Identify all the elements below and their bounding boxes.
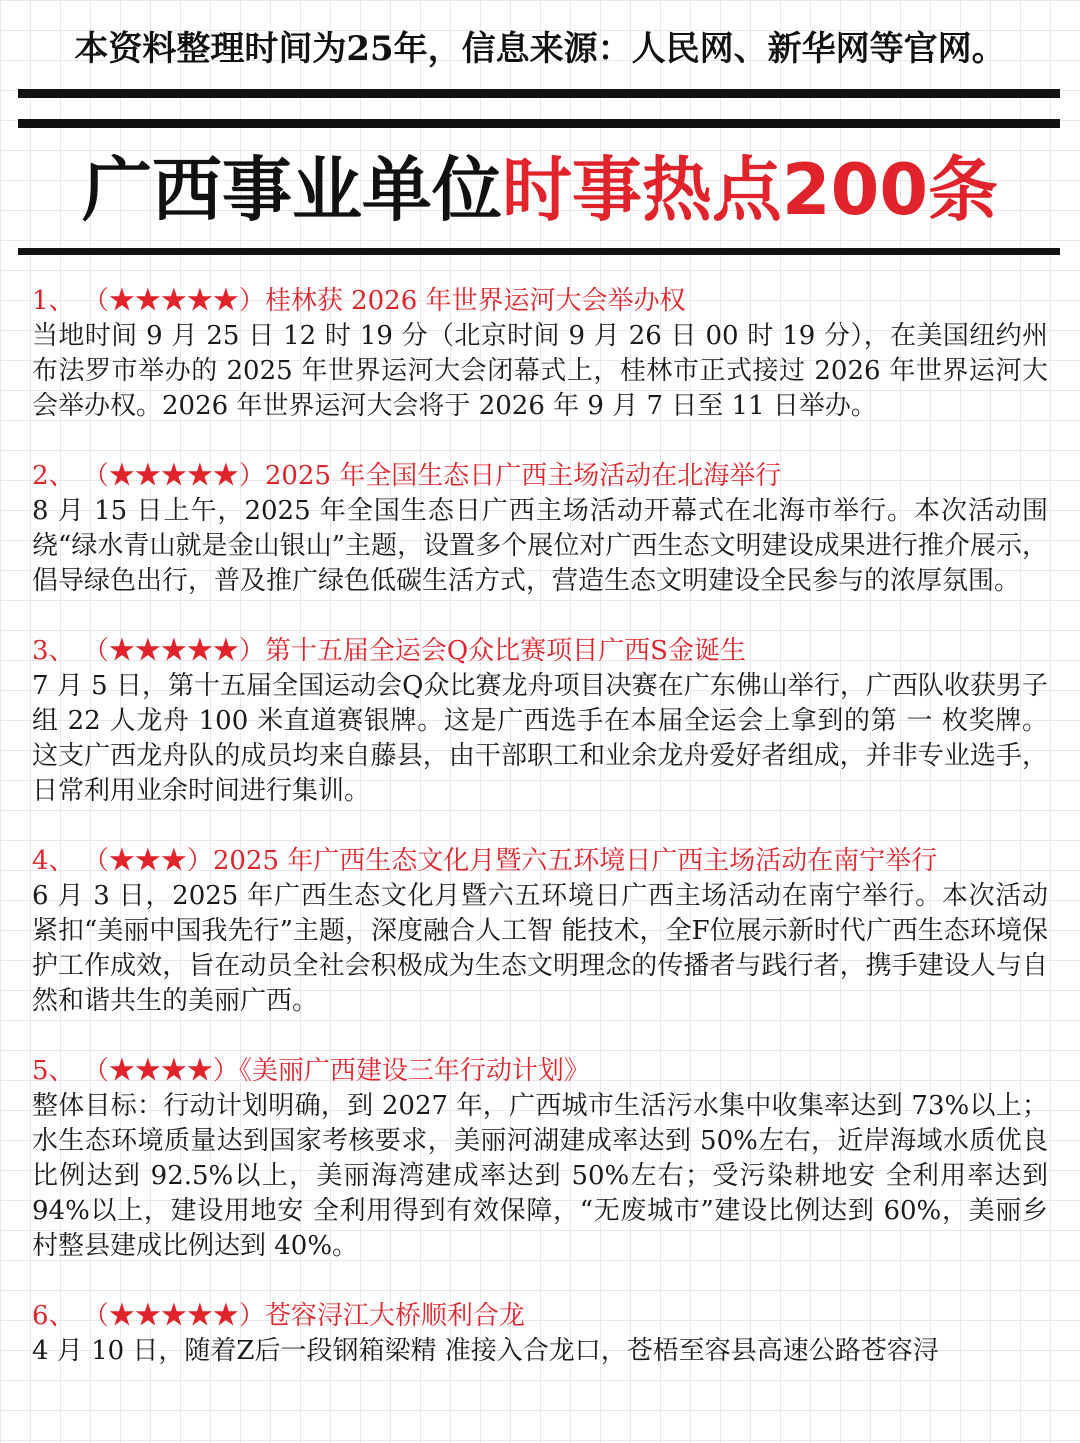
list-item bbox=[32, 458, 1048, 599]
item-headline-text: 桂林获 2026 年世界运河大会举办权 bbox=[264, 286, 686, 316]
list-item bbox=[32, 1053, 1048, 1264]
item-body: 6 月 3 日，2025 年广西生态文化月暨六五环境日广西主场活动在南宁举行。本次活动紧扣“美丽中国我先行”主题，深度融合人工智 能技术，全F位展示新时代广西生态环境保护工作成效，旨在动员全社会积极成为生态文明理念的传播者与践行者，携手建设人与自然和谐共生的美丽广西。 bbox=[32, 881, 1048, 1016]
list-item bbox=[32, 843, 1048, 1019]
item-headline bbox=[32, 633, 1048, 669]
item-headline-text: 2025 年广西生态文化月暨六五环境日广西主场活动在南宁举行 bbox=[212, 846, 938, 876]
source-note: 本资料整理时间为25年，信息来源：人民网、新华网等官网。 bbox=[74, 29, 1006, 69]
item-headline bbox=[32, 1053, 1048, 1089]
list-item bbox=[32, 633, 1048, 809]
item-number: 1、 bbox=[32, 286, 75, 316]
item-body: 整体目标：行动计划明确，到 2027 年，广西城市生活污水集中收集率达到 73%以上；水生态环境质量达到国家考核要求，美丽河湖建成率达到 50%左右，近岸海域水质优良比例达到 92.5%以上，美丽海湾建成率达到 50%左右；受污染耕地安 全利用率达到 94%以上，建设用地安 全利用得到有效保障，“无废城市”建设比例达到 60%，美丽乡村整县建成比例达到 40%。 bbox=[32, 1091, 1048, 1261]
item-headline-text: 2025 年全国生态日广西主场活动在北海举行 bbox=[264, 461, 782, 491]
news-list bbox=[32, 283, 1048, 1403]
item-body: 4 月 10 日，随着Z后一段钢箱梁精 准接入合龙口，苍梧至容县高速公路苍容浔 bbox=[32, 1336, 939, 1366]
list-item bbox=[32, 1298, 1048, 1369]
page-title-red-part: 时事热点200条 bbox=[501, 149, 999, 231]
divider-lower-title bbox=[18, 248, 1060, 255]
item-number: 6、 bbox=[32, 1301, 75, 1331]
list-item bbox=[32, 283, 1048, 424]
star-rating: （★★★★★） bbox=[82, 461, 265, 491]
item-number: 2、 bbox=[32, 461, 75, 491]
item-headline-text: 《美丽广西建设三年行动计划》 bbox=[238, 1056, 590, 1086]
star-rating: （★★★★★） bbox=[82, 636, 265, 666]
item-headline bbox=[32, 283, 1048, 319]
star-rating: （★★★★） bbox=[82, 1056, 239, 1086]
item-number: 4、 bbox=[32, 846, 75, 876]
star-rating: （★★★★★） bbox=[82, 286, 265, 316]
page-title bbox=[0, 140, 1080, 240]
item-headline bbox=[32, 458, 1048, 494]
item-number: 5、 bbox=[32, 1056, 75, 1086]
divider-top bbox=[18, 89, 1060, 98]
item-headline bbox=[32, 1298, 1048, 1334]
item-body: 8 月 15 日上午，2025 年全国生态日广西主场活动开幕式在北海市举行。本次活动围绕“绿水青山就是金山银山”主题，设置多个展位对广西生态文明建设成果进行推介展示，倡导绿色出行，普及推广绿色低碳生活方式，营造生态文明建设全民参与的浓厚氛围。 bbox=[32, 496, 1048, 596]
star-rating: （★★★） bbox=[82, 846, 213, 876]
divider-upper-title bbox=[18, 119, 1060, 128]
item-body: 7 月 5 日，第十五届全国运动会Q众比赛龙舟项目决赛在广东佛山举行，广西队收获男子组 22 人龙舟 100 米直道赛银牌。这是广西选手在本届全运会上拿到的第 一 枚奖牌。这支广西龙舟队的成员均来自藤县，由干部职工和业余龙舟爱好者组成，并非专业选手，日常利用业余时间进行集训。 bbox=[32, 671, 1048, 806]
item-headline-text: 苍容浔江大桥顺利合龙 bbox=[264, 1301, 525, 1331]
item-body: 当地时间 9 月 25 日 12 时 19 分（北京时间 9 月 26 日 00 时 19 分），在美国纽约州布法罗市举办的 2025 年世界运河大会闭幕式上，桂林市正式接过 2026 年世界运河大会举办权。2026 年世界运河大会将于 2026 年 9 月 7 日至 11 日举办。 bbox=[32, 321, 1048, 421]
star-rating: （★★★★★） bbox=[82, 1301, 265, 1331]
page-title-black-part: 广西事业单位 bbox=[81, 149, 502, 231]
item-number: 3、 bbox=[32, 636, 75, 666]
item-headline-text: 第十五届全运会Q众比赛项目广西S金诞生 bbox=[264, 636, 746, 666]
item-headline bbox=[32, 843, 1048, 879]
